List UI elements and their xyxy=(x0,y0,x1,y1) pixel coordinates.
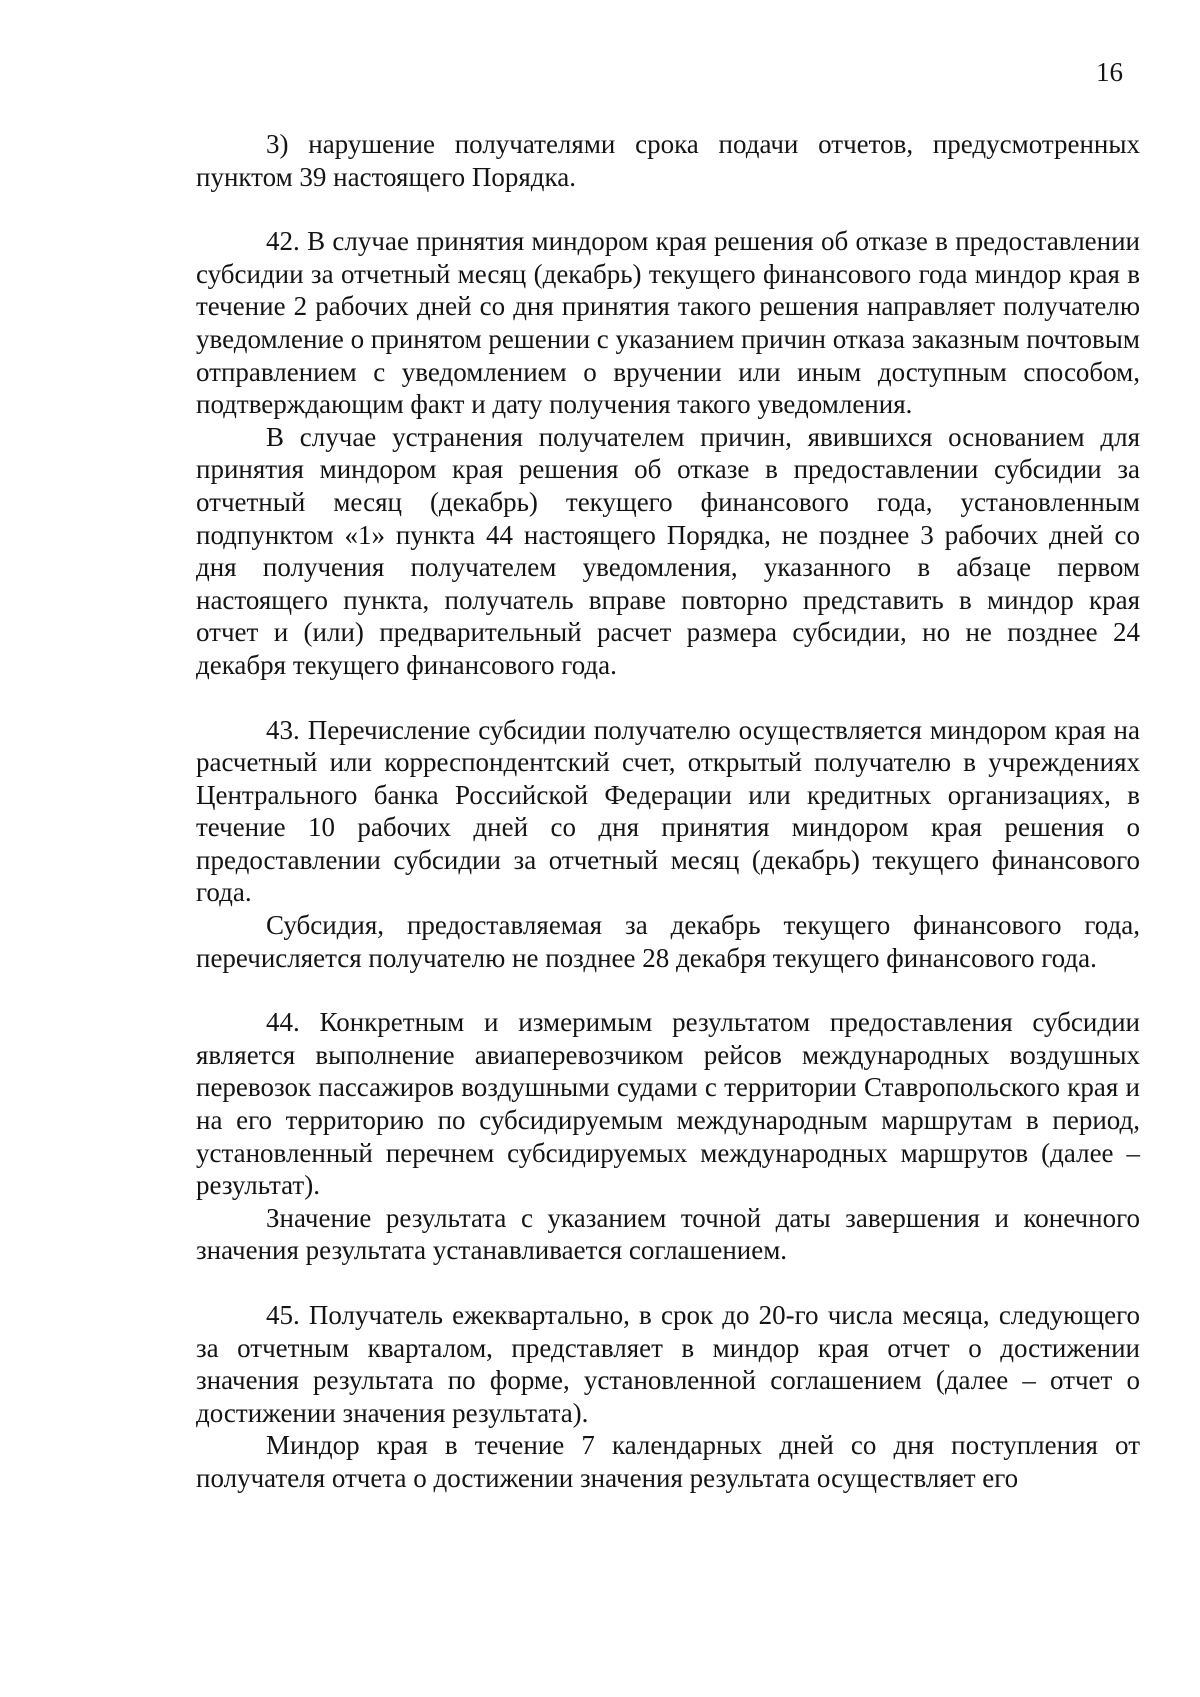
paragraph-section-42-second: В случае устранения получателем причин, явившихся основанием для принятия миндором края решения об отказе в предоставлении субсидии за отчетный месяц (декабрь) текущего финансового года, установленным подпунктом «1» пункта 44 настоящего Порядка, не позднее 3 рабочих дней со дня получения получателем уведомления, указанного в абзаце первом настоящего пункта, получатель вправе повторно представить в миндор края отчет и (или) предварительный расчет размера субсидии, но не позднее 24 декабря текущего финансового года. xyxy=(196,421,1140,680)
paragraph-section-44-second: Значение результата с указанием точной даты завершения и конечного значения результата устанавливается соглашением. xyxy=(196,1202,1140,1266)
document-body xyxy=(196,128,1140,1495)
paragraph-section-44-first: 44. Конкретным и измеримым результатом предоставления субсидии является выполнение авиаперевозчиком рейсов международных воздушных перевозок пассажиров воздушными судами с территории Ставропольского края и на его территорию по субсидируемым международным маршрутам в период, установленный перечнем субсидируемых международных маршрутов (далее – результат). xyxy=(196,1007,1140,1201)
page-number: 16 xyxy=(1096,57,1123,87)
paragraph-item-3: 3) нарушение получателями срока подачи отчетов, предусмотренных пунктом 39 настоящего Порядка. xyxy=(196,129,1140,192)
paragraph-section-42-first: 42. В случае принятия миндором края решения об отказе в предоставлении субсидии за отчетный месяц (декабрь) текущего финансового года миндор края в течение 2 рабочих дней со дня принятия такого решения направляет получателю уведомление о принятом решении с указанием причин отказа заказным почтовым отправлением с уведомлением о вручении или иным доступным способом, подтверждающим факт и дату получения такого уведомления. xyxy=(196,226,1140,420)
paragraph-section-43-first: 43. Перечисление субсидии получателю осуществляется миндором края на расчетный или корреспондентский счет, открытый получателю в учреждениях Центрального банка Российской Федерации или кредитных организациях, в течение 10 рабочих дней со дня принятия миндором края решения о предоставлении субсидии за отчетный месяц (декабрь) текущего финансового года. xyxy=(196,714,1140,908)
paragraph-section-45-second: Миндор края в течение 7 календарных дней со дня поступления от получателя отчета о достижении значения результата осуществляет его xyxy=(196,1430,1140,1493)
paragraph-section-43-second: Субсидия, предоставляемая за декабрь текущего финансового года, перечисляется получателю не позднее 28 декабря текущего финансового года. xyxy=(196,910,1140,973)
paragraph-section-45-first: 45. Получатель ежеквартально, в срок до 20-го числа месяца, следующего за отчетным кварталом, представляет в миндор края отчет о достижении значения результата по форме, установленной соглашением (далее – отчет о достижении значения результата). xyxy=(196,1300,1140,1428)
